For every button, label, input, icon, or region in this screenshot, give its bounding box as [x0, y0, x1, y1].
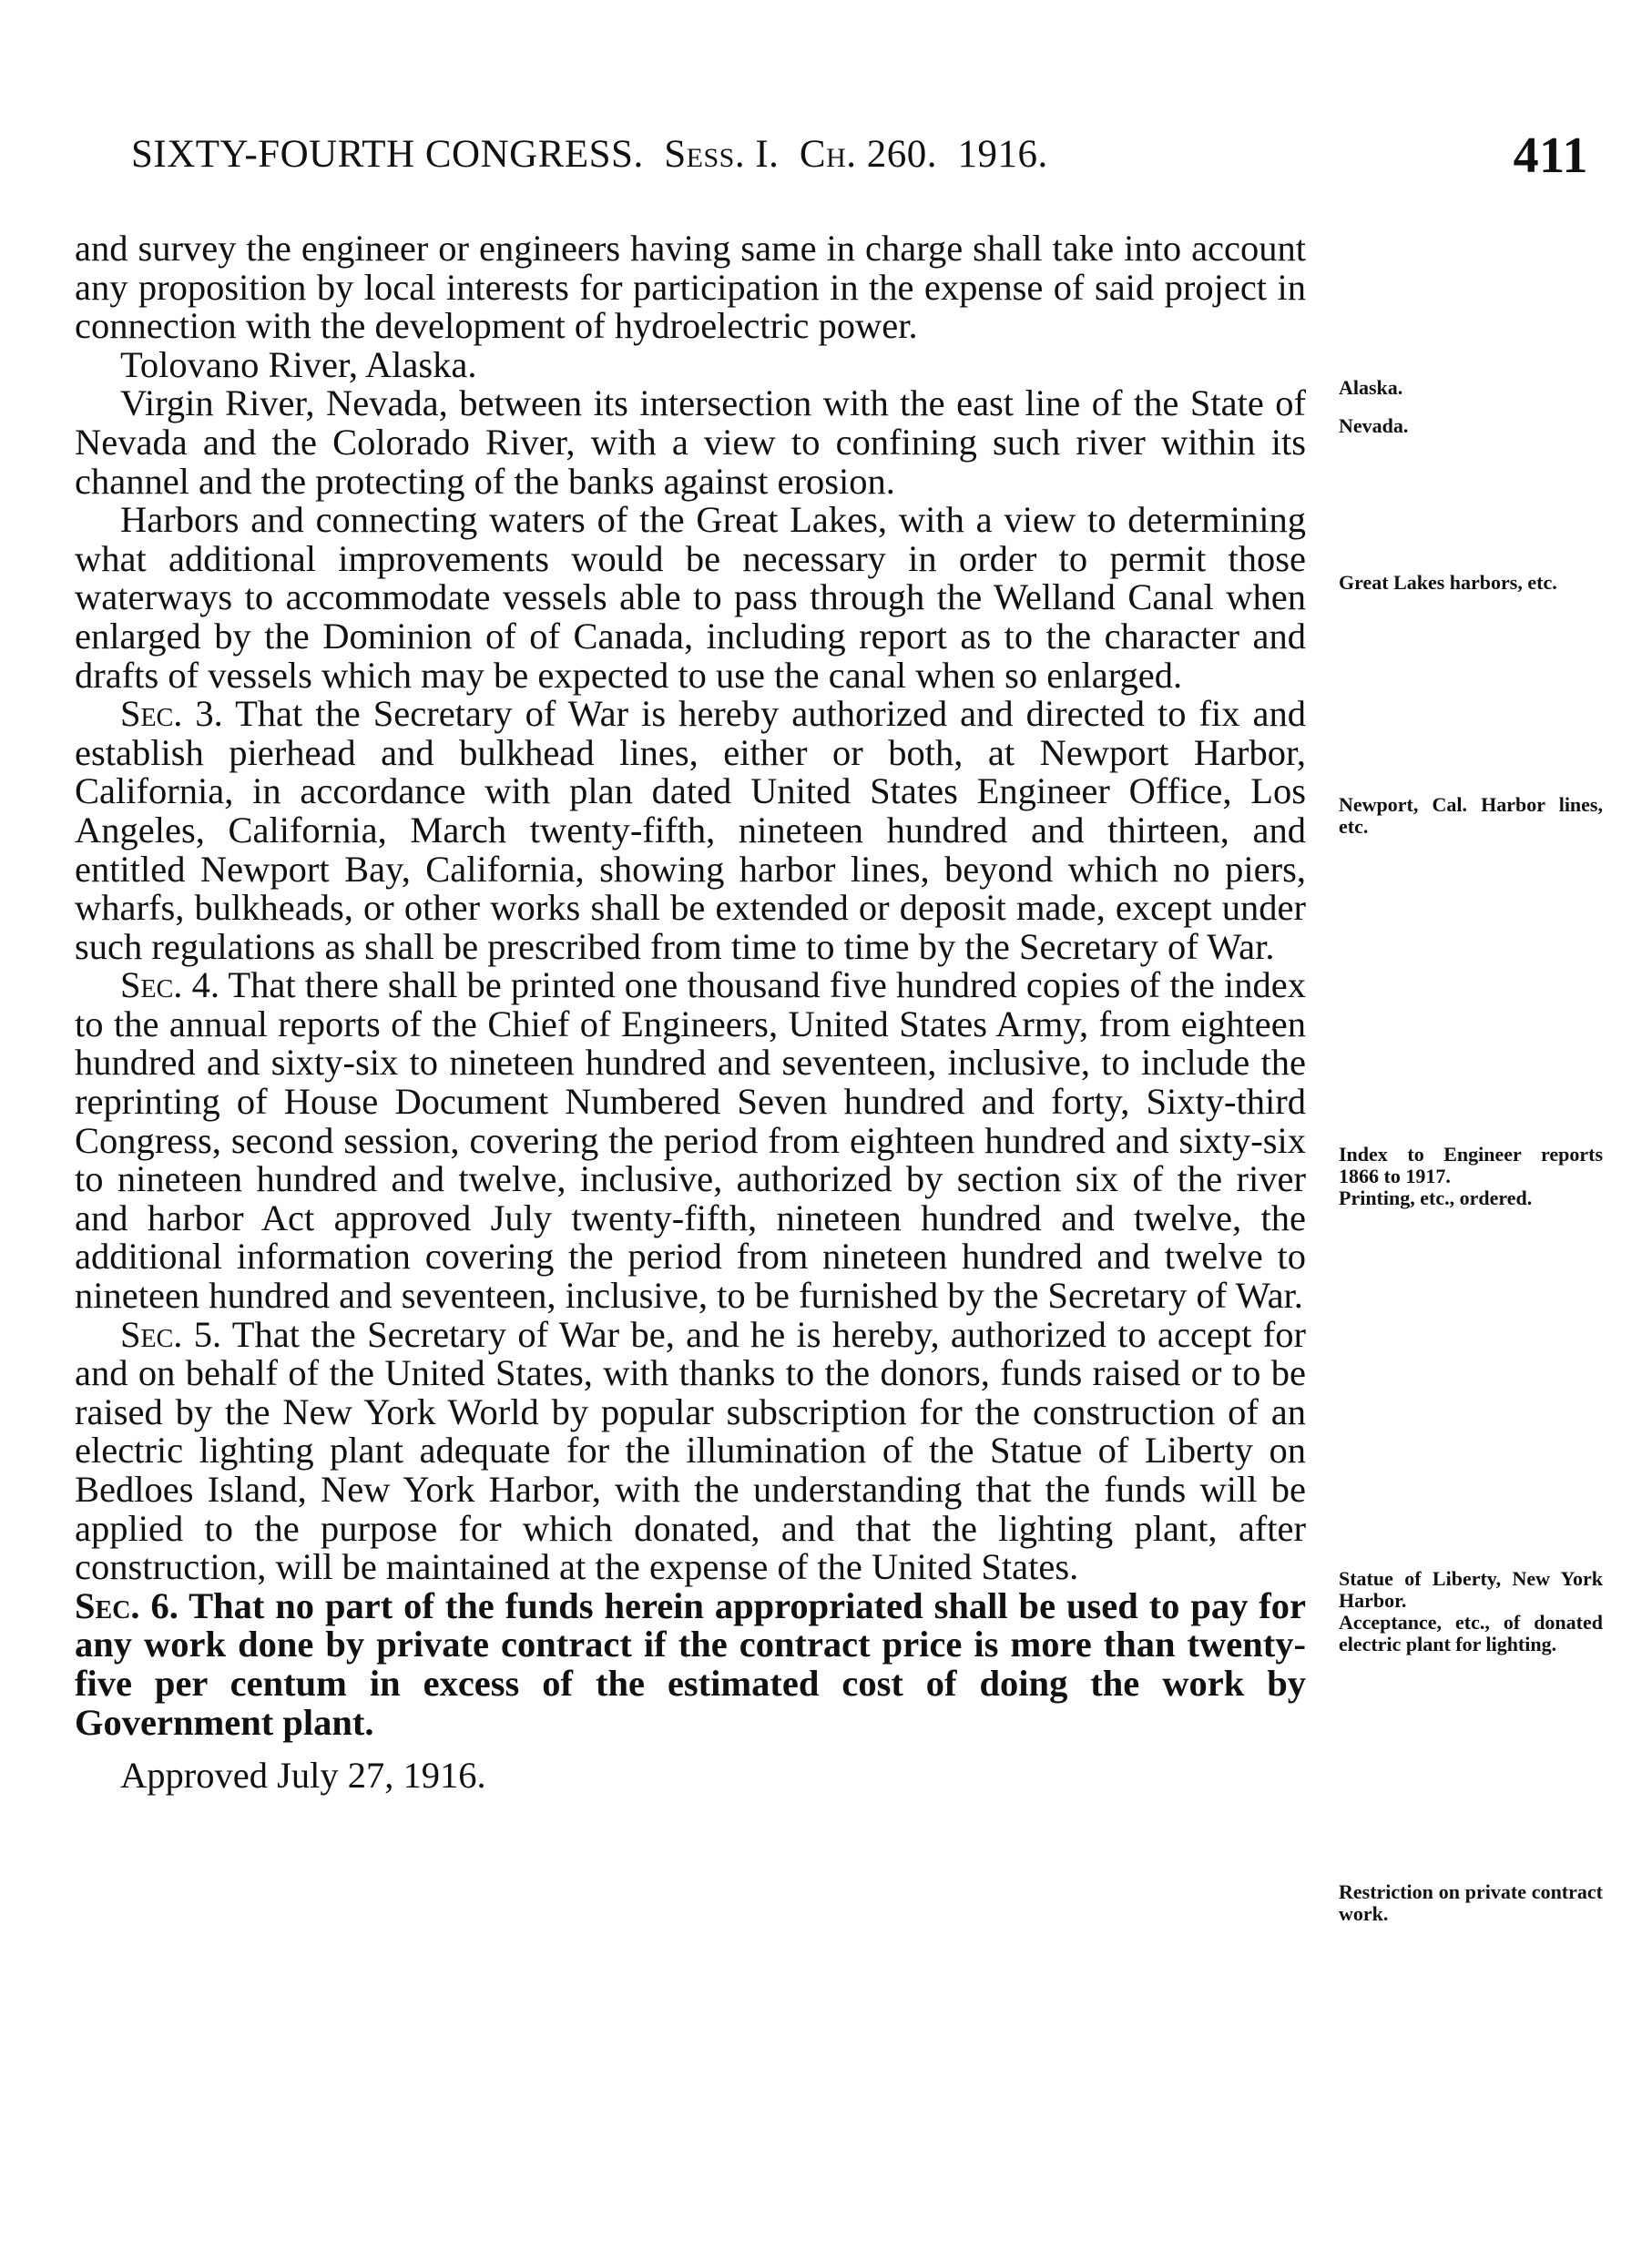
paragraph-continuation: and survey the engineer or engineers having same in charge shall take into account any proposition by local interests for participation in the expense of said project in connection with the development of hydroelectric power.: [75, 228, 1306, 347]
margin-note-great-lakes: Great Lakes harbors, etc.: [1339, 571, 1557, 594]
section-4: [75, 966, 1306, 1315]
section-5: [75, 1313, 1306, 1588]
margin-note-restriction: Restriction on private contract work.: [1339, 1880, 1603, 1925]
section-5-text: That the Secretary of War be, and he is hereby, authorized to accept for and on behalf of the United States, with thanks to the donors, funds raised or to be raised by the New York World by popular subscription for the construction of an electric lighting plant adequate for the illumination of the Statue of Liberty on Bedloes Island, New York Harbor, with the understanding that the funds will be applied to the purpose for which donated, and that the lighting plant, after construction, will be maintained at the expense of the United States.: [75, 1313, 1306, 1588]
section-5-label: Sec. 5.: [120, 1313, 222, 1355]
paragraph-virgin-river: Virgin River, Nevada, between its intersection with the east line of the State of Nevada and the Colorado River, with a view to confining such river within its channel and the protecting of the banks against erosion.: [75, 382, 1306, 502]
section-6-label: Sec. 6.: [75, 1584, 178, 1626]
congress-title: SIXTY-FOURTH CONGRESS.: [131, 133, 644, 176]
section-3: [75, 695, 1306, 966]
running-head: [131, 132, 1048, 177]
page-header: [131, 127, 1588, 187]
page-number: 411: [1513, 127, 1588, 184]
section-3-label: Sec. 3.: [120, 693, 223, 735]
session-label: Sess. I.: [664, 133, 780, 176]
paragraph-great-lakes: Harbors and connecting waters of the Great Lakes, with a view to determining what additional improvements would be necessary in order to permit those waterways to accommodate vessels able to pass through the Welland Canal when enlarged by the Dominion of of Canada, including report as to the character and drafts of vessels which may be expected to use the canal when so enlarged.: [75, 499, 1306, 696]
margin-note-statue: Statue of Liberty, New York Harbor.: [1339, 1567, 1603, 1612]
margin-note-newport: Newport, Cal. Harbor lines, etc.: [1339, 793, 1603, 838]
margin-note-index: Index to Engineer reports 1866 to 1917.: [1339, 1143, 1603, 1187]
paragraph-tolovano-river: Tolovano River, Alaska.: [120, 343, 477, 385]
margin-note-nevada: Nevada.: [1339, 414, 1409, 437]
section-3-text: That the Secretary of War is hereby authorized and directed to fix and establish pierhead and bulkhead lines, either or both, at Newport Harbor, California, in accordance with plan dated United States Engineer Office, Los Angeles, California, March twenty-fifth, nineteen hundred and thirteen, and entitled Newport Bay, California, showing harbor lines, beyond which no piers, wharfs, bulkheads, or other works shall be extended or deposit made, except under such regulations as shall be prescribed from time to time by the Secretary of War.: [75, 693, 1306, 967]
section-4-text: That there shall be printed one thousand five hundred copies of the index to the annual reports of the Chief of Engineers, United States Army, from eighteen hundred and sixty-six to nineteen hundred and seventeen, inclusive, to include the reprinting of House Document Numbered Seven hundred and forty, Sixty-third Congress, second session, covering the period from eighteen hundred and sixty-six to nineteen hundred and twelve, inclusive, authorized by section six of the river and harbor Act approved July twenty-fifth, nineteen hundred and twelve, the additional information covering the period from nineteen hundred and twelve to nineteen hundred and seventeen, inclusive, to be furnished by the Secretary of War.: [75, 964, 1306, 1317]
chapter-label: Ch. 260.: [799, 133, 938, 176]
approval-line: Approved July 27, 1916.: [120, 1755, 486, 1797]
section-4-label: Sec. 4.: [120, 964, 219, 1006]
year-label: 1916.: [957, 133, 1048, 176]
margin-note-printing: Printing, etc., ordered.: [1339, 1187, 1533, 1209]
margin-note-acceptance: Acceptance, etc., of donated electric plant for lighting.: [1339, 1611, 1603, 1655]
margin-note-alaska: Alaska.: [1339, 376, 1403, 399]
section-6-text: That no part of the funds herein appropriated shall be used to pay for any work done by private contract if the contract price is more than twenty-five per centum in excess of the estimated cost of doing the work by Government plant.: [75, 1584, 1307, 1743]
section-6: [75, 1584, 1307, 1743]
statute-body: [75, 229, 1306, 1796]
